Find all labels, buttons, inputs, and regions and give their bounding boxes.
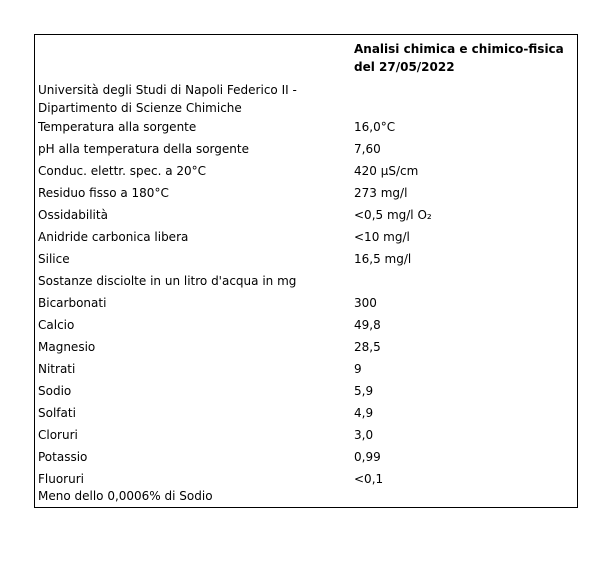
- analysis-header: [354, 40, 576, 76]
- parameter-row: [38, 139, 577, 161]
- sodium-note: Meno dello 0,0006% di Sodio: [38, 489, 213, 503]
- parameter-value: 273 mg/l: [354, 186, 408, 200]
- substance-value: 28,5: [354, 340, 381, 354]
- analysis-title: Analisi chimica e chimico-fisica: [354, 42, 564, 56]
- substance-name: Fluoruri: [38, 472, 84, 486]
- parameter-row: [38, 205, 577, 227]
- substance-value: 9: [354, 362, 362, 376]
- parameter-name: Residuo fisso a 180°C: [38, 186, 169, 200]
- substance-value: 5,9: [354, 384, 374, 398]
- substance-row: [38, 381, 577, 403]
- laboratory-line-1: Università degli Studi di Napoli Federico II -: [38, 83, 297, 97]
- laboratory-name: [38, 81, 338, 117]
- parameter-row: [38, 227, 577, 249]
- substance-name: Nitrati: [38, 362, 76, 376]
- parameter-value: <0,5 mg/l O₂: [354, 208, 432, 222]
- substance-value: 0,99: [354, 450, 381, 464]
- substance-row: [38, 425, 577, 447]
- dissolved-heading-text: Sostanze disciolte in un litro d'acqua in mg: [38, 274, 297, 288]
- parameter-value: 7,60: [354, 142, 381, 156]
- parameter-value: 16,0°C: [354, 120, 396, 134]
- substance-value: 49,8: [354, 318, 381, 332]
- laboratory-line-2: Dipartimento di Scienze Chimiche: [38, 101, 242, 115]
- substance-name: Potassio: [38, 450, 88, 464]
- substance-name: Solfati: [38, 406, 76, 420]
- substance-value: 300: [354, 296, 377, 310]
- substance-value: 3,0: [354, 428, 374, 442]
- parameter-name: Conduc. elettr. spec. a 20°C: [38, 164, 207, 178]
- dissolved-substances-heading: [38, 271, 577, 293]
- parameter-value: 16,5 mg/l: [354, 252, 412, 266]
- water-analysis-label: [34, 34, 578, 508]
- substance-row: [38, 403, 577, 425]
- sodium-note-row: [38, 486, 577, 508]
- substance-row: [38, 447, 577, 469]
- substance-value: 4,9: [354, 406, 374, 420]
- substance-name: Magnesio: [38, 340, 96, 354]
- parameter-name: Ossidabilità: [38, 208, 108, 222]
- substance-row: [38, 315, 577, 337]
- substance-value: <0,1: [354, 472, 384, 486]
- parameter-value: <10 mg/l: [354, 230, 410, 244]
- parameter-name: Anidride carbonica libera: [38, 230, 189, 244]
- substance-row: [38, 337, 577, 359]
- parameter-row: [38, 117, 577, 139]
- parameter-row: [38, 249, 577, 271]
- parameter-name: Silice: [38, 252, 70, 266]
- substance-name: Cloruri: [38, 428, 78, 442]
- parameter-row: [38, 161, 577, 183]
- parameter-name: pH alla temperatura della sorgente: [38, 142, 249, 156]
- substance-name: Bicarbonati: [38, 296, 107, 310]
- substance-row: [38, 293, 577, 315]
- substance-name: Sodio: [38, 384, 72, 398]
- parameter-value: 420 µS/cm: [354, 164, 419, 178]
- analysis-date: del 27/05/2022: [354, 60, 455, 74]
- parameter-row: [38, 183, 577, 205]
- substance-row: [38, 359, 577, 381]
- substance-name: Calcio: [38, 318, 75, 332]
- parameter-name: Temperatura alla sorgente: [38, 120, 197, 134]
